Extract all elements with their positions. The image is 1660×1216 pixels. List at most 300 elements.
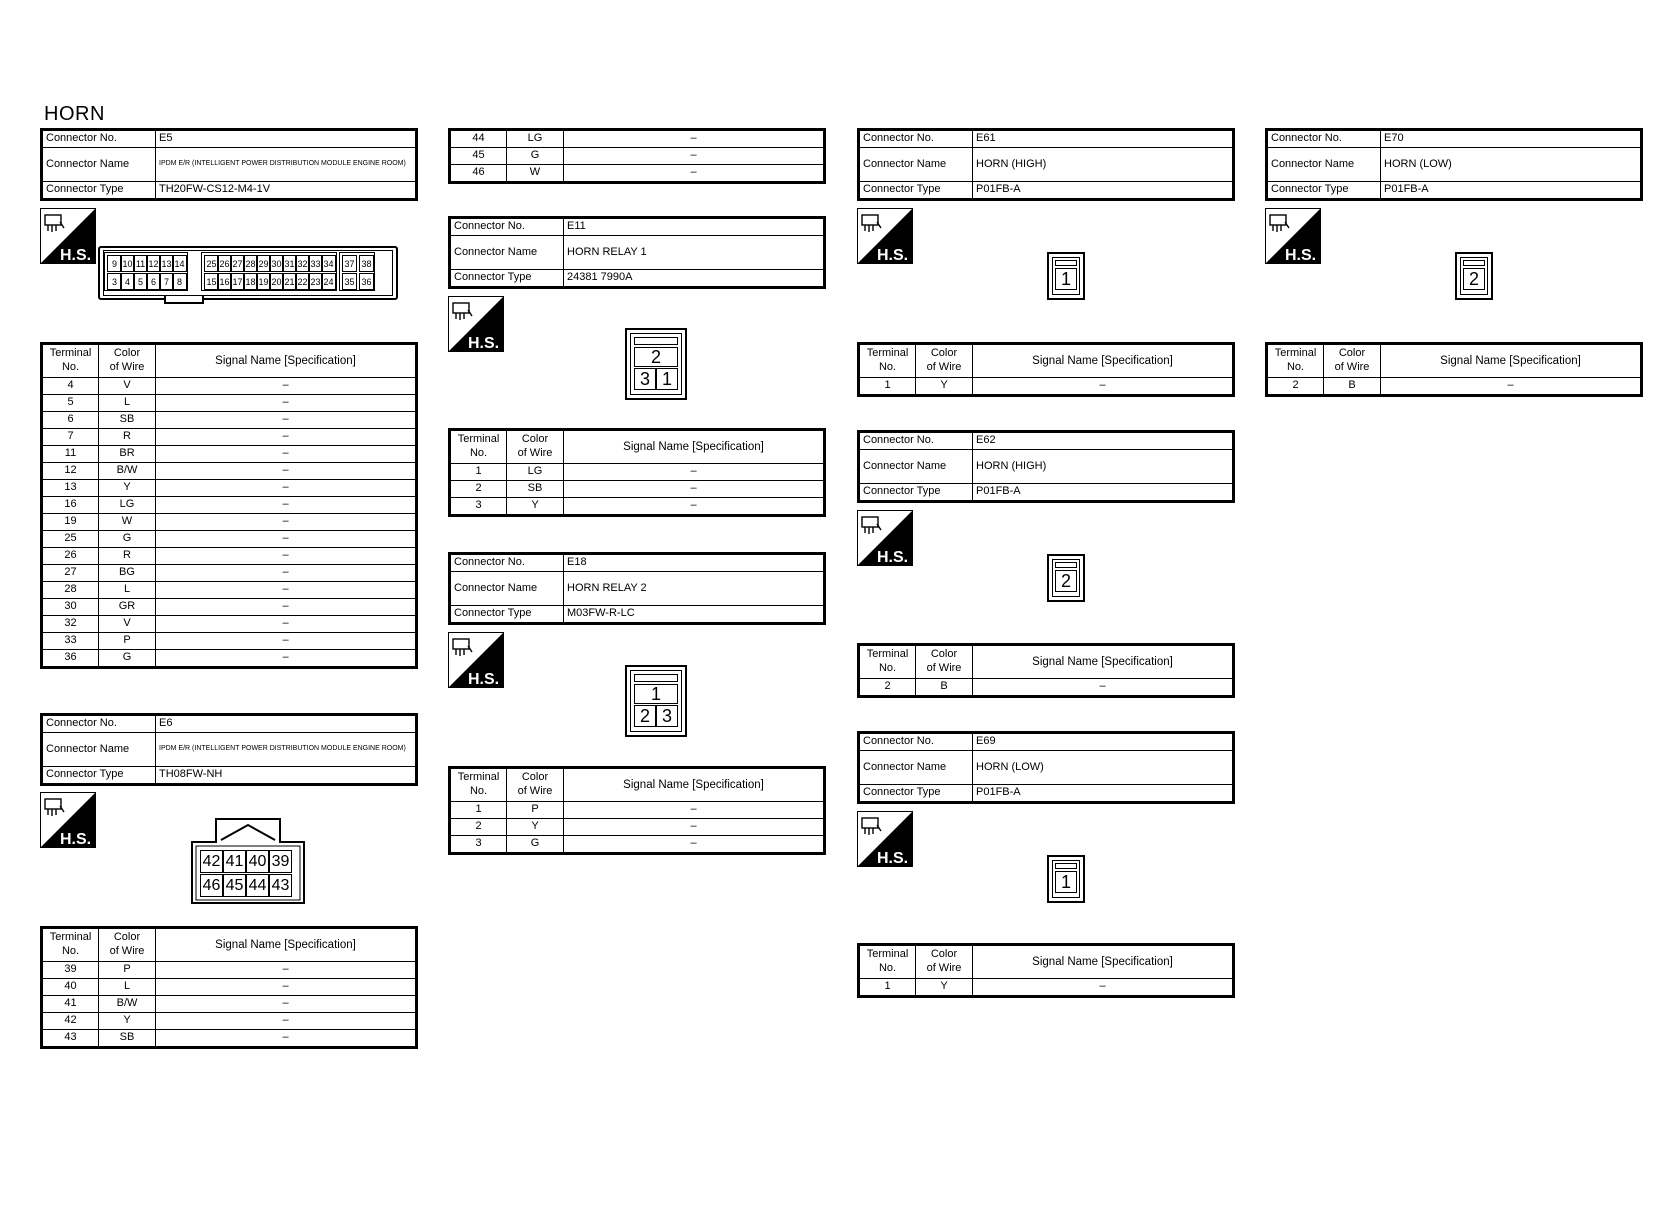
- connector-info-e5: [40, 128, 418, 201]
- connector-name-label: Connector Name: [859, 751, 973, 785]
- wire-color-cell: G: [507, 148, 564, 165]
- pin-cell: 1: [634, 684, 678, 704]
- terminal-table-e69: [857, 943, 1235, 998]
- signal-name-cell: –: [156, 548, 417, 565]
- pin-cell: 28: [243, 255, 258, 272]
- terminal-table-e70: [1265, 342, 1643, 397]
- hs-label: H.S.: [468, 671, 500, 688]
- connector-no-label: Connector No.: [859, 130, 973, 148]
- signal-name-cell: –: [156, 616, 417, 633]
- terminal-no-cell: 3: [450, 836, 507, 854]
- wire-color-cell: LG: [507, 464, 564, 481]
- connector-type-value: P01FB-A: [973, 182, 1234, 200]
- pin-cell: 27: [230, 255, 245, 272]
- connector-type-value: P01FB-A: [973, 785, 1234, 803]
- terminal-no-cell: 13: [42, 480, 99, 497]
- wire-color-cell: GR: [99, 599, 156, 616]
- connector-type-label: Connector Type: [859, 182, 973, 200]
- signal-name-cell: –: [156, 599, 417, 616]
- signal-name-cell: –: [1381, 378, 1642, 396]
- pin-cell: 32: [295, 255, 310, 272]
- connector-face-e70: [1455, 252, 1493, 300]
- terminal-table-e5-continued: [448, 128, 826, 184]
- pin-cell: 25: [204, 255, 219, 272]
- pin-cell: 1: [656, 368, 678, 390]
- terminal-no-cell: 26: [42, 548, 99, 565]
- connector-face-e61: [1047, 252, 1085, 300]
- wire-color-cell: G: [99, 531, 156, 548]
- signal-name-cell: –: [156, 650, 417, 668]
- pin-cell: 31: [282, 255, 297, 272]
- signal-name-cell: –: [564, 819, 825, 836]
- terminal-no-cell: 33: [42, 633, 99, 650]
- signal-name-cell: –: [564, 130, 825, 148]
- table-row: [42, 463, 417, 480]
- wire-color-cell: LG: [507, 130, 564, 148]
- pin-cell: 8: [172, 273, 187, 290]
- connector-type-value: 24381 7990A: [564, 270, 825, 288]
- harness-side-icon: [40, 208, 96, 264]
- wire-color-cell: P: [99, 633, 156, 650]
- signal-name-cell: –: [156, 429, 417, 446]
- table-row: [859, 979, 1234, 997]
- signal-name-cell: –: [564, 498, 825, 516]
- wire-color-cell: L: [99, 395, 156, 412]
- signal-name-cell: –: [156, 514, 417, 531]
- pin-cell: 4: [120, 273, 135, 290]
- connector-type-label: Connector Type: [42, 182, 156, 200]
- wire-color-cell: SB: [507, 481, 564, 498]
- connector-no-value: E6: [156, 715, 417, 733]
- color-header: Color of Wire: [916, 945, 973, 979]
- terminal-header: Terminal No.: [450, 430, 507, 464]
- wire-color-cell: V: [99, 378, 156, 395]
- signal-name-cell: –: [564, 836, 825, 854]
- table-row: [42, 616, 417, 633]
- connector-info-e11: [448, 216, 826, 289]
- terminal-header: Terminal No.: [859, 945, 916, 979]
- wire-color-cell: B: [916, 679, 973, 697]
- connector-info-e70: [1265, 128, 1643, 201]
- pin-cell: 24: [321, 273, 336, 290]
- wire-color-cell: B/W: [99, 463, 156, 480]
- table-row: [450, 819, 825, 836]
- connector-no-label: Connector No.: [42, 130, 156, 148]
- connector-face-e62: [1047, 554, 1085, 602]
- wire-color-cell: SB: [99, 412, 156, 429]
- connector-face-e18: [625, 665, 687, 737]
- table-row: [42, 514, 417, 531]
- hs-label: H.S.: [877, 549, 909, 566]
- connector-name-value: HORN (LOW): [1381, 148, 1642, 182]
- table-row: [42, 1030, 417, 1048]
- signal-header: Signal Name [Specification]: [156, 344, 417, 378]
- terminal-no-cell: 11: [42, 446, 99, 463]
- table-row: [42, 548, 417, 565]
- pin-cell: 19: [256, 273, 271, 290]
- pin-cell: 38: [359, 255, 374, 272]
- wire-color-cell: Y: [916, 378, 973, 396]
- signal-header: Signal Name [Specification]: [973, 344, 1234, 378]
- terminal-no-cell: 4: [42, 378, 99, 395]
- connector-type-value: P01FB-A: [973, 484, 1234, 502]
- terminal-no-cell: 1: [859, 979, 916, 997]
- terminal-table-e61: [857, 342, 1235, 397]
- color-header: Color of Wire: [507, 430, 564, 464]
- wire-color-cell: LG: [99, 497, 156, 514]
- wire-color-cell: B: [1324, 378, 1381, 396]
- signal-name-cell: –: [156, 1030, 417, 1048]
- harness-side-icon: [857, 208, 913, 264]
- wire-color-cell: R: [99, 548, 156, 565]
- pin-cell: 22: [295, 273, 310, 290]
- terminal-header: Terminal No.: [859, 645, 916, 679]
- hs-label: H.S.: [60, 247, 92, 264]
- signal-name-cell: –: [156, 962, 417, 979]
- terminal-header: Terminal No.: [42, 928, 99, 962]
- connector-face-e11: [625, 328, 687, 400]
- terminal-no-cell: 19: [42, 514, 99, 531]
- pin-cell: 36: [359, 273, 374, 290]
- signal-name-cell: –: [156, 996, 417, 1013]
- terminal-no-cell: 2: [1267, 378, 1324, 396]
- connector-info-e6: [40, 713, 418, 786]
- table-row: [450, 836, 825, 854]
- hs-label: H.S.: [468, 335, 500, 352]
- connector-type-label: Connector Type: [42, 767, 156, 785]
- pin-cell: 35: [342, 273, 357, 290]
- terminal-no-cell: 30: [42, 599, 99, 616]
- harness-side-icon: [448, 296, 504, 352]
- connector-name-value: HORN RELAY 1: [564, 236, 825, 270]
- connector-type-label: Connector Type: [450, 270, 564, 288]
- connector-no-label: Connector No.: [450, 218, 564, 236]
- wire-color-cell: BG: [99, 565, 156, 582]
- connector-no-value: E70: [1381, 130, 1642, 148]
- pin-cell: 29: [256, 255, 271, 272]
- terminal-no-cell: 2: [450, 481, 507, 498]
- pin-cell: 11: [133, 255, 148, 272]
- pin-cell: 5: [133, 273, 148, 290]
- connector-name-label: Connector Name: [42, 148, 156, 182]
- pin-cell: 12: [146, 255, 161, 272]
- pin-cell: 15: [204, 273, 219, 290]
- wire-color-cell: L: [99, 979, 156, 996]
- connector-name-value: IPDM E/R (INTELLIGENT POWER DISTRIBUTION MODULE ENGINE ROOM): [156, 733, 417, 767]
- pin-cell: 45: [223, 874, 246, 897]
- pin-cell: 2: [1055, 570, 1077, 592]
- connector-type-value: TH08FW-NH: [156, 767, 417, 785]
- pin-cell: 17: [230, 273, 245, 290]
- wire-color-cell: P: [99, 962, 156, 979]
- table-row: [450, 464, 825, 481]
- wire-color-cell: Y: [99, 1013, 156, 1030]
- table-row: [42, 962, 417, 979]
- pin-cell: 1: [1055, 871, 1077, 893]
- signal-name-cell: –: [156, 378, 417, 395]
- terminal-no-cell: 7: [42, 429, 99, 446]
- pin-cell: 13: [159, 255, 174, 272]
- terminal-no-cell: 45: [450, 148, 507, 165]
- pin-cell: 10: [120, 255, 135, 272]
- terminal-no-cell: 46: [450, 165, 507, 183]
- wire-color-cell: Y: [916, 979, 973, 997]
- table-row: [450, 165, 825, 183]
- harness-side-icon: [1265, 208, 1321, 264]
- pin-cell: 2: [634, 347, 678, 367]
- pin-cell: 34: [321, 255, 336, 272]
- terminal-no-cell: 2: [859, 679, 916, 697]
- connector-name-label: Connector Name: [859, 450, 973, 484]
- harness-side-icon: [448, 632, 504, 688]
- connector-no-label: Connector No.: [42, 715, 156, 733]
- terminal-no-cell: 2: [450, 819, 507, 836]
- table-row: [42, 395, 417, 412]
- color-header: Color of Wire: [507, 768, 564, 802]
- table-row: [42, 650, 417, 668]
- terminal-no-cell: 42: [42, 1013, 99, 1030]
- harness-side-icon: [40, 792, 96, 848]
- pin-cell: 40: [246, 850, 269, 873]
- wire-color-cell: P: [507, 802, 564, 819]
- signal-header: Signal Name [Specification]: [973, 645, 1234, 679]
- signal-name-cell: –: [564, 165, 825, 183]
- pin-cell: 43: [269, 874, 292, 897]
- terminal-no-cell: 28: [42, 582, 99, 599]
- color-header: Color of Wire: [916, 344, 973, 378]
- connector-name-label: Connector Name: [450, 236, 564, 270]
- pin-cell: 21: [282, 273, 297, 290]
- table-row: [42, 979, 417, 996]
- connector-no-label: Connector No.: [450, 554, 564, 572]
- terminal-no-cell: 25: [42, 531, 99, 548]
- terminal-no-cell: 32: [42, 616, 99, 633]
- harness-side-icon: [857, 811, 913, 867]
- connector-face-e5: [98, 246, 398, 304]
- pin-cell: 20: [269, 273, 284, 290]
- signal-header: Signal Name [Specification]: [1381, 344, 1642, 378]
- signal-name-cell: –: [564, 464, 825, 481]
- color-header: Color of Wire: [916, 645, 973, 679]
- connector-info-e69: [857, 731, 1235, 804]
- connector-type-label: Connector Type: [859, 484, 973, 502]
- connector-no-label: Connector No.: [859, 432, 973, 450]
- table-row: [450, 498, 825, 516]
- terminal-no-cell: 27: [42, 565, 99, 582]
- terminal-table-e5: [40, 342, 418, 669]
- pin-cell: 14: [172, 255, 187, 272]
- hs-label: H.S.: [60, 831, 92, 848]
- pin-cell: 3: [656, 705, 678, 727]
- pin-cell: 1: [1055, 268, 1077, 290]
- table-row: [859, 679, 1234, 697]
- pin-cell: 41: [223, 850, 246, 873]
- connector-name-value: HORN (HIGH): [973, 148, 1234, 182]
- wire-color-cell: W: [507, 165, 564, 183]
- signal-name-cell: –: [973, 679, 1234, 697]
- terminal-table-e18: [448, 766, 826, 855]
- table-row: [450, 130, 825, 148]
- wire-color-cell: G: [507, 836, 564, 854]
- connector-no-value: E62: [973, 432, 1234, 450]
- connector-type-label: Connector Type: [859, 785, 973, 803]
- signal-header: Signal Name [Specification]: [564, 768, 825, 802]
- table-row: [42, 996, 417, 1013]
- table-row: [42, 531, 417, 548]
- connector-no-value: E61: [973, 130, 1234, 148]
- harness-side-icon: [857, 510, 913, 566]
- table-row: [42, 378, 417, 395]
- terminal-no-cell: 41: [42, 996, 99, 1013]
- hs-label: H.S.: [1285, 247, 1317, 264]
- terminal-no-cell: 39: [42, 962, 99, 979]
- terminal-no-cell: 44: [450, 130, 507, 148]
- hs-label: H.S.: [877, 850, 909, 867]
- connector-name-label: Connector Name: [859, 148, 973, 182]
- terminal-header: Terminal No.: [450, 768, 507, 802]
- signal-name-cell: –: [156, 395, 417, 412]
- connector-name-value: HORN (HIGH): [973, 450, 1234, 484]
- table-row: [1267, 378, 1642, 396]
- connector-type-label: Connector Type: [1267, 182, 1381, 200]
- pin-cell: 2: [634, 705, 656, 727]
- connector-no-label: Connector No.: [1267, 130, 1381, 148]
- signal-name-cell: –: [564, 802, 825, 819]
- table-row: [42, 497, 417, 514]
- signal-name-cell: –: [156, 565, 417, 582]
- color-header: Color of Wire: [1324, 344, 1381, 378]
- wire-color-cell: Y: [99, 480, 156, 497]
- wire-color-cell: R: [99, 429, 156, 446]
- terminal-no-cell: 43: [42, 1030, 99, 1048]
- connector-type-value: M03FW-R-LC: [564, 606, 825, 624]
- pin-cell: 7: [159, 273, 174, 290]
- table-row: [450, 148, 825, 165]
- connector-name-label: Connector Name: [1267, 148, 1381, 182]
- connector-no-value: E69: [973, 733, 1234, 751]
- signal-name-cell: –: [156, 497, 417, 514]
- pin-cell: 42: [200, 850, 223, 873]
- pin-cell: 23: [308, 273, 323, 290]
- wire-color-cell: Y: [507, 498, 564, 516]
- terminal-header: Terminal No.: [1267, 344, 1324, 378]
- terminal-no-cell: 3: [450, 498, 507, 516]
- wire-color-cell: B/W: [99, 996, 156, 1013]
- connector-type-value: P01FB-A: [1381, 182, 1642, 200]
- pin-cell: 3: [634, 368, 656, 390]
- pin-cell: 3: [107, 273, 122, 290]
- wire-color-cell: G: [99, 650, 156, 668]
- signal-name-cell: –: [973, 378, 1234, 396]
- signal-name-cell: –: [156, 463, 417, 480]
- pin-cell: 9: [107, 255, 122, 272]
- hs-label: H.S.: [877, 247, 909, 264]
- table-row: [42, 565, 417, 582]
- terminal-no-cell: 6: [42, 412, 99, 429]
- connector-info-e61: [857, 128, 1235, 201]
- connector-face-e69: [1047, 855, 1085, 903]
- terminal-no-cell: 5: [42, 395, 99, 412]
- terminal-table-e62: [857, 643, 1235, 698]
- pin-cell: 2: [1463, 268, 1485, 290]
- table-row: [42, 633, 417, 650]
- color-header: Color of Wire: [99, 344, 156, 378]
- terminal-header: Terminal No.: [859, 344, 916, 378]
- connector-info-e18: [448, 552, 826, 625]
- signal-name-cell: –: [156, 633, 417, 650]
- connector-no-label: Connector No.: [859, 733, 973, 751]
- signal-name-cell: –: [156, 480, 417, 497]
- terminal-no-cell: 12: [42, 463, 99, 480]
- wire-color-cell: L: [99, 582, 156, 599]
- connector-name-label: Connector Name: [450, 572, 564, 606]
- table-row: [450, 802, 825, 819]
- pin-cell: 33: [308, 255, 323, 272]
- table-row: [42, 446, 417, 463]
- pin-cell: 44: [246, 874, 269, 897]
- connector-name-value: HORN RELAY 2: [564, 572, 825, 606]
- terminal-no-cell: 36: [42, 650, 99, 668]
- signal-header: Signal Name [Specification]: [156, 928, 417, 962]
- terminal-table-e11: [448, 428, 826, 517]
- signal-name-cell: –: [156, 531, 417, 548]
- connector-name-label: Connector Name: [42, 733, 156, 767]
- signal-name-cell: –: [156, 412, 417, 429]
- terminal-table-e6: [40, 926, 418, 1049]
- color-header: Color of Wire: [99, 928, 156, 962]
- table-row: [42, 429, 417, 446]
- page-title: HORN: [44, 103, 105, 125]
- connector-name-value: HORN (LOW): [973, 751, 1234, 785]
- wire-color-cell: BR: [99, 446, 156, 463]
- signal-name-cell: –: [156, 582, 417, 599]
- pin-cell: 46: [200, 874, 223, 897]
- terminal-no-cell: 1: [450, 802, 507, 819]
- pin-cell: 26: [217, 255, 232, 272]
- connector-type-value: TH20FW-CS12-M4-1V: [156, 182, 417, 200]
- table-row: [42, 599, 417, 616]
- terminal-no-cell: 16: [42, 497, 99, 514]
- wire-color-cell: Y: [507, 819, 564, 836]
- wire-color-cell: V: [99, 616, 156, 633]
- wire-color-cell: W: [99, 514, 156, 531]
- terminal-no-cell: 40: [42, 979, 99, 996]
- terminal-no-cell: 1: [859, 378, 916, 396]
- terminal-no-cell: 1: [450, 464, 507, 481]
- signal-name-cell: –: [973, 979, 1234, 997]
- pin-cell: 39: [269, 850, 292, 873]
- pin-cell: 18: [243, 273, 258, 290]
- signal-header: Signal Name [Specification]: [564, 430, 825, 464]
- connector-name-value: IPDM E/R (INTELLIGENT POWER DISTRIBUTION MODULE ENGINE ROOM): [156, 148, 417, 182]
- connector-no-value: E11: [564, 218, 825, 236]
- pin-cell: 6: [146, 273, 161, 290]
- table-row: [42, 480, 417, 497]
- signal-header: Signal Name [Specification]: [973, 945, 1234, 979]
- table-row: [42, 582, 417, 599]
- signal-name-cell: –: [564, 481, 825, 498]
- connector-no-value: E18: [564, 554, 825, 572]
- connector-info-e62: [857, 430, 1235, 503]
- connector-face-e6: [191, 818, 305, 904]
- signal-name-cell: –: [156, 979, 417, 996]
- terminal-header: Terminal No.: [42, 344, 99, 378]
- pin-cell: 37: [342, 255, 357, 272]
- table-row: [42, 1013, 417, 1030]
- table-row: [42, 412, 417, 429]
- signal-name-cell: –: [156, 1013, 417, 1030]
- table-row: [859, 378, 1234, 396]
